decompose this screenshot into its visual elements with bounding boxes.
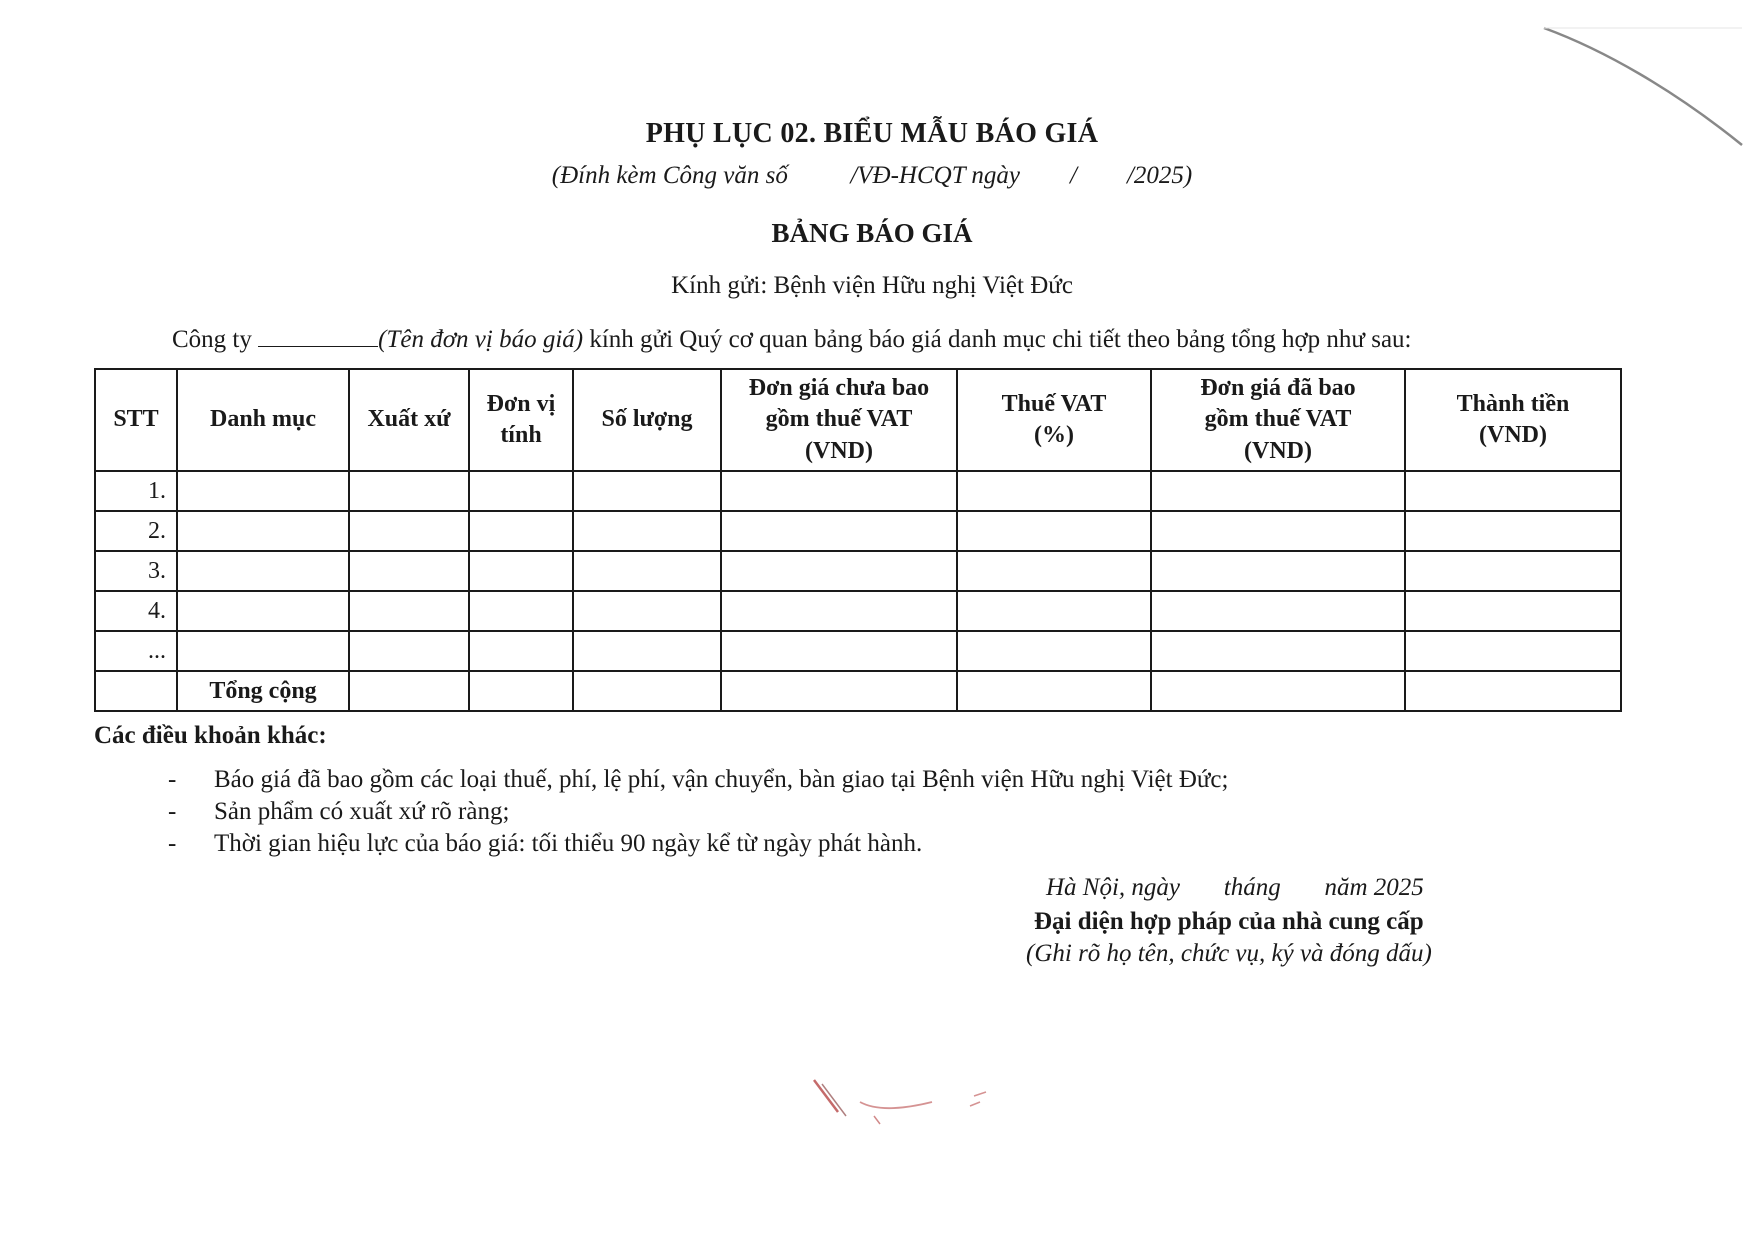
cell-vat bbox=[957, 551, 1151, 591]
cell-price-excl-vat bbox=[721, 511, 957, 551]
cell-quantity bbox=[573, 591, 721, 631]
table-row bbox=[95, 631, 1621, 671]
row-number: ... bbox=[95, 631, 177, 671]
cell-origin bbox=[349, 591, 469, 631]
quote-table bbox=[94, 368, 1622, 712]
list-item: - Thời gian hiệu lực của báo giá: tối thiểu 90 ngày kể từ ngày phát hành. bbox=[168, 828, 1228, 860]
cell-quantity bbox=[573, 511, 721, 551]
row-number: 3. bbox=[95, 551, 177, 591]
cell-vat bbox=[957, 671, 1151, 711]
row-number: 1. bbox=[95, 471, 177, 511]
signature-title: Đại diện hợp pháp của nhà cung cấp bbox=[1034, 908, 1424, 935]
cell-price-excl-vat bbox=[721, 471, 957, 511]
cell-amount bbox=[1405, 671, 1621, 711]
cell-quantity bbox=[573, 471, 721, 511]
cell-price-excl-vat bbox=[721, 591, 957, 631]
cell-origin bbox=[349, 631, 469, 671]
cell-amount bbox=[1405, 511, 1621, 551]
cell-unit bbox=[469, 551, 573, 591]
intro-paragraph bbox=[172, 326, 1412, 354]
col-header-unit: Đơn vị tính bbox=[469, 369, 573, 471]
table-row bbox=[95, 591, 1621, 631]
cell-unit bbox=[469, 631, 573, 671]
cell-unit bbox=[469, 471, 573, 511]
company-placeholder: (Tên đơn vị báo giá) bbox=[378, 326, 584, 353]
cell-category bbox=[177, 511, 349, 551]
cell-category bbox=[177, 591, 349, 631]
terms-heading: Các điều khoản khác: bbox=[94, 722, 327, 749]
cell-amount bbox=[1405, 551, 1621, 591]
list-item: - Sản phẩm có xuất xứ rõ ràng; bbox=[168, 796, 1228, 828]
list-item: - Báo giá đã bao gồm các loại thuế, phí, lệ phí, vận chuyển, bàn giao tại Bệnh viện Hữu nghị Việt Đức; bbox=[168, 764, 1228, 796]
col-header-amount: Thành tiền (VND) bbox=[1405, 369, 1621, 471]
col-header-category: Danh mục bbox=[177, 369, 349, 471]
cell-origin bbox=[349, 471, 469, 511]
table-header-row bbox=[95, 369, 1621, 471]
cell-origin bbox=[349, 511, 469, 551]
cell-unit bbox=[469, 671, 573, 711]
terms-list bbox=[168, 764, 1228, 860]
greeting-line: Kính gửi: Bệnh viện Hữu nghị Việt Đức bbox=[671, 272, 1073, 299]
cell-price-excl-vat bbox=[721, 551, 957, 591]
col-header-stt: STT bbox=[95, 369, 177, 471]
list-dash: - bbox=[168, 766, 177, 793]
signature-date-line: Hà Nội, ngày tháng năm 2025 bbox=[1046, 874, 1424, 901]
cell-stt-empty bbox=[95, 671, 177, 711]
cell-category bbox=[177, 551, 349, 591]
row-number: 2. bbox=[95, 511, 177, 551]
company-name-blank bbox=[258, 326, 378, 347]
cell-price-incl-vat bbox=[1151, 471, 1405, 511]
cell-amount bbox=[1405, 471, 1621, 511]
cell-vat bbox=[957, 511, 1151, 551]
col-header-quantity: Số lượng bbox=[573, 369, 721, 471]
cell-price-incl-vat bbox=[1151, 551, 1405, 591]
cell-price-incl-vat bbox=[1151, 591, 1405, 631]
cell-price-excl-vat bbox=[721, 631, 957, 671]
attachment-reference: (Đính kèm Công văn số /VĐ-HCQT ngày / /2025) bbox=[551, 162, 1193, 189]
row-number: 4. bbox=[95, 591, 177, 631]
cell-price-incl-vat bbox=[1151, 511, 1405, 551]
cell-quantity bbox=[573, 631, 721, 671]
cell-amount bbox=[1405, 591, 1621, 631]
intro-suffix: kính gửi Quý cơ quan bảng báo giá danh mục chi tiết theo bảng tổng hợp như sau: bbox=[583, 326, 1412, 353]
cell-category bbox=[177, 471, 349, 511]
cell-unit bbox=[469, 591, 573, 631]
cell-amount bbox=[1405, 631, 1621, 671]
col-header-price-excl-vat: Đơn giá chưa bao gồm thuế VAT (VND) bbox=[721, 369, 957, 471]
document-title: PHỤ LỤC 02. BIỂU MẪU BÁO GIÁ bbox=[645, 118, 1099, 149]
col-header-vat: Thuế VAT (%) bbox=[957, 369, 1151, 471]
table-row bbox=[95, 551, 1621, 591]
cell-origin bbox=[349, 671, 469, 711]
cell-quantity bbox=[573, 551, 721, 591]
cell-price-incl-vat bbox=[1151, 631, 1405, 671]
cell-vat bbox=[957, 631, 1151, 671]
cell-price-incl-vat bbox=[1151, 671, 1405, 711]
cell-vat bbox=[957, 591, 1151, 631]
col-header-price-incl-vat: Đơn giá đã bao gồm thuế VAT (VND) bbox=[1151, 369, 1405, 471]
stamp-trace-marks bbox=[808, 1072, 998, 1132]
table-row bbox=[95, 511, 1621, 551]
cell-category bbox=[177, 631, 349, 671]
cell-origin bbox=[349, 551, 469, 591]
list-dash: - bbox=[168, 830, 177, 857]
cell-quantity bbox=[573, 671, 721, 711]
quote-table-title: BẢNG BÁO GIÁ bbox=[771, 218, 973, 248]
cell-unit bbox=[469, 511, 573, 551]
table-total-row bbox=[95, 671, 1621, 711]
list-dash: - bbox=[168, 798, 177, 825]
cell-price-excl-vat bbox=[721, 671, 957, 711]
intro-prefix: Công ty bbox=[172, 326, 259, 353]
signature-note: (Ghi rõ họ tên, chức vụ, ký và đóng dấu) bbox=[1026, 940, 1432, 967]
total-label: Tổng cộng bbox=[177, 671, 349, 711]
cell-vat bbox=[957, 471, 1151, 511]
col-header-origin: Xuất xứ bbox=[349, 369, 469, 471]
table-row bbox=[95, 471, 1621, 511]
